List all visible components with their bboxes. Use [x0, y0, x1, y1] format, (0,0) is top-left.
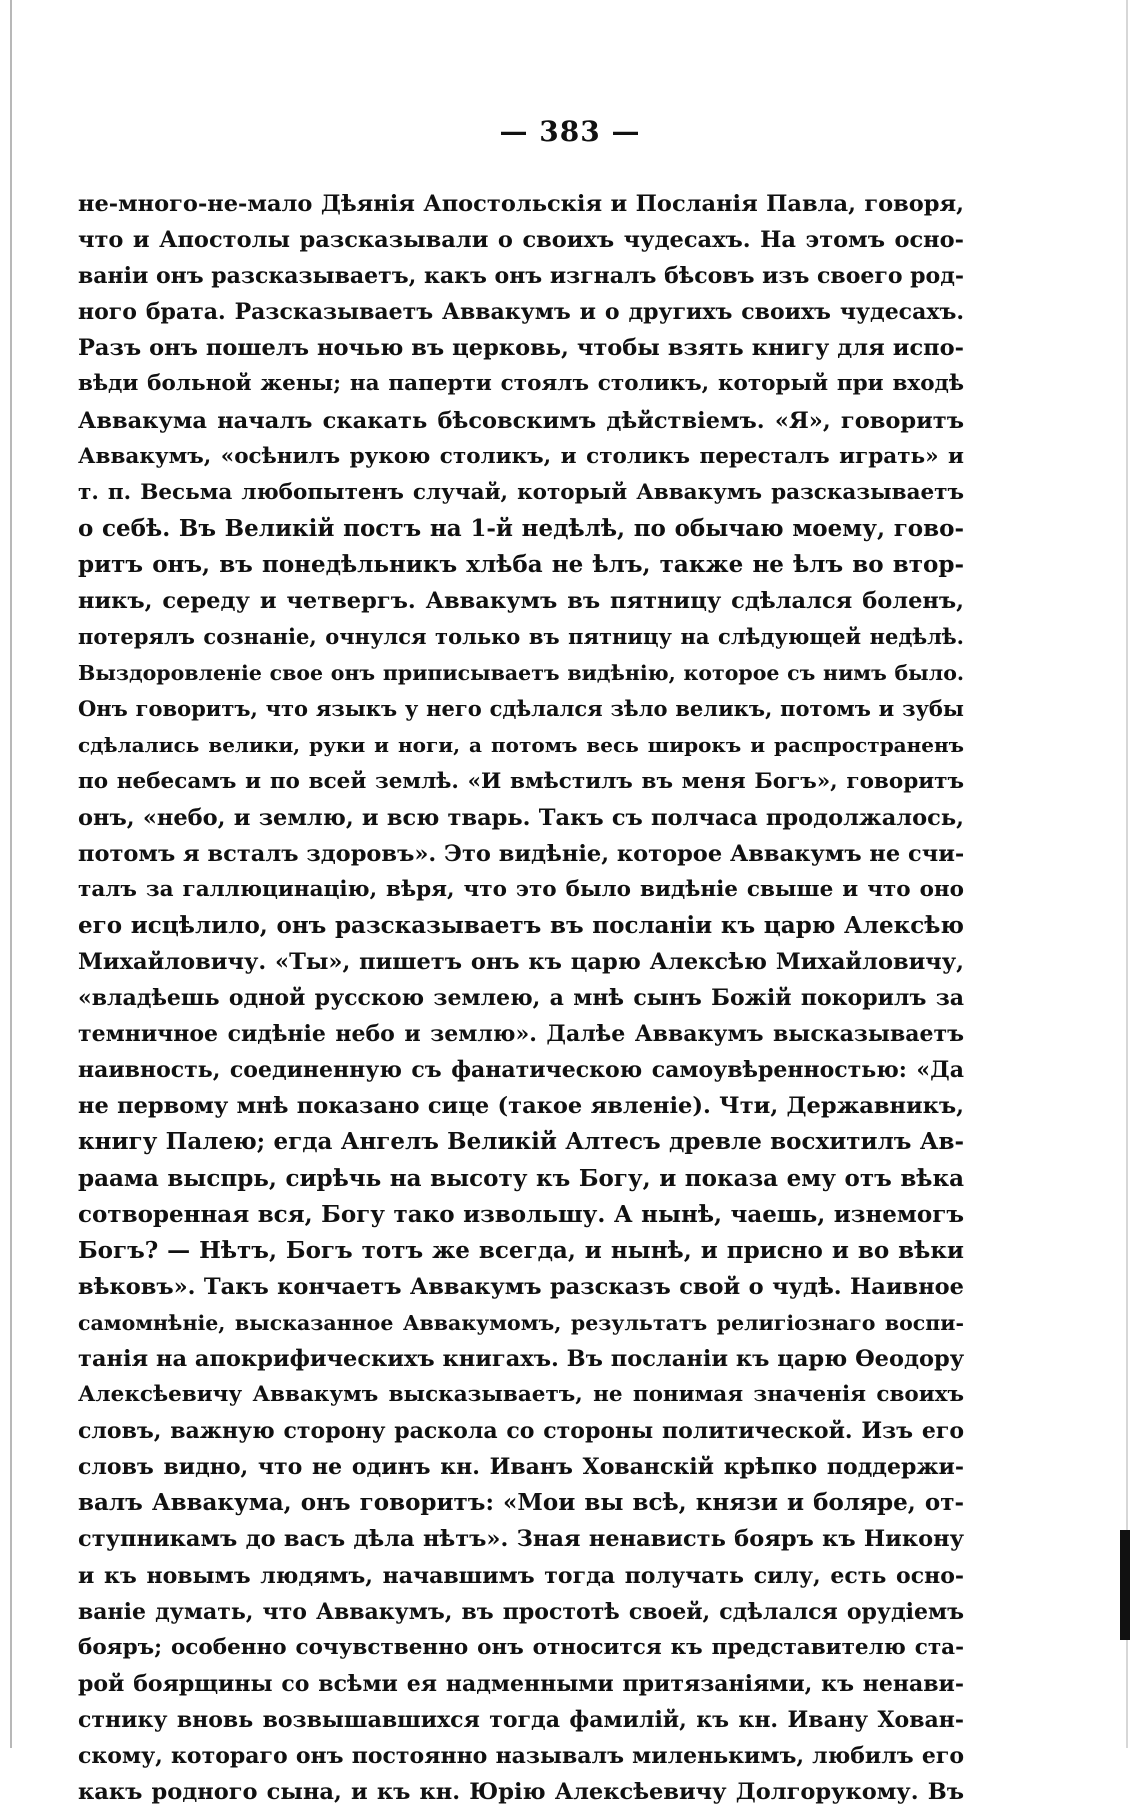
text-line: т. п. Весьма любопытенъ случай, который Аввакумъ разсказываетъ: [78, 479, 964, 505]
text-line: какъ родного сына, и къ кн. Юрію Алексѣевичу Долгорукому. Въ: [78, 1779, 964, 1806]
text-line: сотворенная вся, Богу тако извольшу. А нынѣ, чаешь, изнемогъ: [78, 1200, 964, 1228]
text-line: Михайловичу. «Ты», пишетъ онъ къ царю Алексѣю Михайловичу,: [78, 948, 964, 975]
right-page-edge: [1126, 0, 1128, 1748]
text-line: вѣковъ». Такъ кончаетъ Аввакумъ разсказъ свой о чудѣ. Наивное: [78, 1273, 964, 1300]
text-line: Алексѣевичу Аввакумъ высказываетъ, не понимая значенія своихъ: [78, 1382, 964, 1408]
text-line: рой боярщины со всѣми ея надменными притязаніями, къ ненави-: [78, 1670, 964, 1697]
text-line: по небесамъ и по всей землѣ. «И вмѣстилъ въ меня Богъ», говоритъ: [78, 768, 964, 794]
text-line: ного брата. Разсказываетъ Аввакумъ и о другихъ своихъ чудесахъ.: [78, 299, 964, 326]
text-line: бояръ; особенно сочувственно онъ относится къ представителю ста-: [78, 1634, 964, 1660]
text-line: Выздоровленіе свое онъ приписываетъ видѣнію, которое съ нимъ было.: [78, 661, 964, 686]
text-line: никъ, середу и четвергъ. Аввакумъ въ пятницу сдѣлался боленъ,: [78, 588, 964, 615]
text-line: танія на апокрифическихъ книгахъ. Въ посланіи къ царю Ѳеодору: [78, 1346, 964, 1372]
text-line: словъ, важную сторону раскола со стороны политической. Изъ его: [78, 1418, 964, 1445]
text-line: сдѣлались велики, руки и ноги, а потомъ весь широкъ и распространенъ: [78, 733, 964, 758]
text-line: раама выспрь, сирѣчь на высоту къ Богу, и показа ему отъ вѣка: [78, 1164, 964, 1192]
text-line: его исцѣлило, онъ разсказываетъ въ посланіи къ царю Алексѣю: [78, 911, 964, 939]
text-line: Богъ? — Нѣтъ, Богъ тотъ же всегда, и нынѣ, и присно и во вѣки: [78, 1236, 964, 1264]
text-line: Разъ онъ пошелъ ночью въ церковь, чтобы взять книгу для испо-: [78, 335, 964, 362]
text-line: ступникамъ до васъ дѣла нѣтъ». Зная ненависть бояръ къ Никону: [78, 1526, 964, 1553]
text-line: «владѣешь одной русскою землею, а мнѣ сынъ Божій покорилъ за: [78, 985, 964, 1012]
text-line: талъ за галлюцинацію, вѣря, что это было видѣніе свыше и что оно: [78, 876, 964, 902]
text-line: и къ новымъ людямъ, начавшимъ тогда получать силу, есть осно-: [78, 1562, 964, 1589]
text-line: что и Апостолы разсказывали о своихъ чудесахъ. На этомъ осно-: [78, 227, 964, 254]
text-line: скому, котораго онъ постоянно называлъ миленькимъ, любилъ его: [78, 1743, 964, 1770]
text-line: потомъ я всталъ здоровъ». Это видѣніе, которое Аввакумъ не счи-: [78, 840, 964, 867]
text-line: книгу Палею; егда Ангелъ Великій Алтесъ древле восхитилъ Ав-: [78, 1128, 964, 1156]
body-text: [78, 186, 964, 1810]
text-line: онъ, «небо, и землю, и всю тварь. Такъ съ полчаса продолжалось,: [78, 804, 964, 831]
text-line: Онъ говоритъ, что языкъ у него сдѣлался зѣло великъ, потомъ и зубы: [78, 696, 964, 722]
left-page-edge: [10, 0, 12, 1748]
text-line: самомнѣніе, высказанное Аввакумомъ, результатъ религіознаго воспи-: [78, 1310, 964, 1335]
text-line: наивность, соединенную съ фанатическою самоувѣренностью: «Да: [78, 1057, 964, 1084]
text-line: стнику вновь возвышавшихся тогда фамилій, къ кн. Ивану Хован-: [78, 1706, 964, 1733]
text-line: валъ Аввакума, онъ говоритъ: «Мои вы всѣ, князи и боляре, от-: [78, 1489, 964, 1517]
text-line: о себѣ. Въ Великій постъ на 1-й недѣлѣ, по обычаю моему, гово-: [78, 514, 964, 542]
scan-edge-mark: [1120, 1530, 1130, 1640]
text-line: не-много-не-мало Дѣянія Апостольскія и Посланія Павла, говоря,: [78, 191, 964, 217]
text-line: не первому мнѣ показано сице (такое явленіе). Чти, Державникъ,: [78, 1093, 964, 1120]
text-line: Аввакума началъ скакать бѣсовскимъ дѣйствіемъ. «Я», говоритъ: [78, 407, 964, 434]
text-line: ваніи онъ разсказываетъ, какъ онъ изгналъ бѣсовъ изъ своего род-: [78, 263, 964, 290]
text-line: Аввакумъ, «осѣнилъ рукою столикъ, и столикъ пересталъ играть» и: [78, 443, 964, 469]
text-line: словъ видно, что не одинъ кн. Иванъ Хованскій крѣпко поддержи-: [78, 1454, 964, 1481]
page-number: — 383 —: [499, 115, 641, 148]
text-line: ритъ онъ, въ понедѣльникъ хлѣба не ѣлъ, также не ѣлъ во втор-: [78, 550, 964, 578]
text-line: потерялъ сознаніе, очнулся только въ пятницу на слѣдующей недѣлѣ.: [78, 624, 964, 650]
text-line: ваніе думать, что Аввакумъ, въ простотѣ своей, сдѣлался орудіемъ: [78, 1598, 964, 1625]
text-line: темничное сидѣніе небо и землю». Далѣе Аввакумъ высказываетъ: [78, 1021, 964, 1048]
text-line: вѣди больной жены; на паперти стоялъ столикъ, который при входѣ: [78, 371, 964, 397]
